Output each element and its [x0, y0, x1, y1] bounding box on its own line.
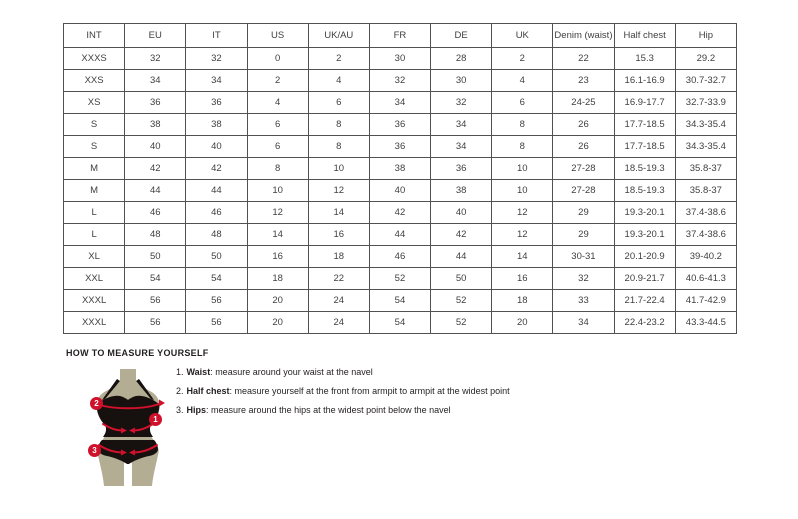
size-cell: 27-28 [553, 158, 614, 180]
size-cell: 24 [308, 312, 369, 334]
size-cell: 6 [492, 92, 553, 114]
size-cell: 54 [369, 312, 430, 334]
size-cell: 16.9-17.7 [614, 92, 675, 114]
size-cell: 26 [553, 136, 614, 158]
size-cell: S [64, 136, 125, 158]
size-cell: 2 [247, 70, 308, 92]
size-cell: 44 [125, 180, 186, 202]
size-cell: 30 [431, 70, 492, 92]
size-cell: 8 [308, 114, 369, 136]
size-row [64, 224, 737, 246]
size-cell: 35.8-37 [675, 180, 736, 202]
size-row [64, 48, 737, 70]
size-cell: 14 [308, 202, 369, 224]
size-cell: 26 [553, 114, 614, 136]
size-cell: 44 [186, 180, 247, 202]
size-row [64, 70, 737, 92]
size-cell: 20.1-20.9 [614, 246, 675, 268]
column-header: Hip [675, 24, 736, 48]
size-cell: 14 [492, 246, 553, 268]
column-header: INT [64, 24, 125, 48]
size-cell: 28 [431, 48, 492, 70]
size-cell: 29 [553, 224, 614, 246]
size-cell: 34 [186, 70, 247, 92]
size-cell: 6 [247, 136, 308, 158]
waist-marker-badge: 1 [149, 413, 162, 426]
size-cell: 42 [431, 224, 492, 246]
size-cell: XXXS [64, 48, 125, 70]
size-cell: 36 [369, 114, 430, 136]
size-cell: 8 [492, 136, 553, 158]
size-cell: 50 [125, 246, 186, 268]
size-cell: 24-25 [553, 92, 614, 114]
size-cell: 18.5-19.3 [614, 180, 675, 202]
size-cell: 48 [186, 224, 247, 246]
size-cell: 38 [369, 158, 430, 180]
column-header: DE [431, 24, 492, 48]
size-cell: 35.8-37 [675, 158, 736, 180]
size-cell: 19.3-20.1 [614, 224, 675, 246]
size-cell: XXL [64, 268, 125, 290]
measure-step-waist [176, 363, 510, 382]
size-cell: 37.4-38.6 [675, 224, 736, 246]
size-cell: 46 [125, 202, 186, 224]
step-label: Hips [186, 405, 207, 415]
size-cell: 32 [553, 268, 614, 290]
step-text: : measure yourself at the front from armpit to armpit at the widest point [229, 386, 510, 396]
size-cell: 8 [247, 158, 308, 180]
step-label: Waist [186, 367, 211, 377]
size-cell: 29.2 [675, 48, 736, 70]
size-row [64, 290, 737, 312]
size-cell: 48 [125, 224, 186, 246]
size-cell: 18 [492, 290, 553, 312]
step-number: 2. [176, 386, 184, 396]
size-cell: 56 [186, 312, 247, 334]
step-text: : measure around the hips at the widest point below the navel [206, 405, 451, 415]
size-cell: 34 [369, 92, 430, 114]
size-cell: XXXL [64, 312, 125, 334]
size-cell: 6 [247, 114, 308, 136]
size-cell: 22 [553, 48, 614, 70]
size-cell: 42 [125, 158, 186, 180]
size-cell: 40.6-41.3 [675, 268, 736, 290]
size-cell: 12 [492, 202, 553, 224]
size-row [64, 202, 737, 224]
column-header: Half chest [614, 24, 675, 48]
size-cell: 54 [125, 268, 186, 290]
size-cell: 22 [308, 268, 369, 290]
size-cell: 30 [369, 48, 430, 70]
size-row [64, 114, 737, 136]
step-text: : measure around your waist at the navel [210, 367, 373, 377]
size-cell: 56 [125, 312, 186, 334]
size-cell: 41.7-42.9 [675, 290, 736, 312]
size-cell: XS [64, 92, 125, 114]
size-cell: 50 [431, 268, 492, 290]
size-cell: 6 [308, 92, 369, 114]
size-row [64, 180, 737, 202]
size-chart-header [64, 24, 737, 48]
size-cell: 2 [308, 48, 369, 70]
size-cell: XXS [64, 70, 125, 92]
column-header: FR [369, 24, 430, 48]
measure-section-title: HOW TO MEASURE YOURSELF [66, 348, 209, 358]
size-row [64, 158, 737, 180]
size-cell: 4 [308, 70, 369, 92]
measure-step-half-chest [176, 382, 510, 401]
size-cell: 16 [492, 268, 553, 290]
size-cell: 2 [492, 48, 553, 70]
column-header: EU [125, 24, 186, 48]
size-cell: 16.1-16.9 [614, 70, 675, 92]
size-cell: XL [64, 246, 125, 268]
size-cell: 10 [492, 180, 553, 202]
size-cell: 50 [186, 246, 247, 268]
size-row [64, 136, 737, 158]
size-cell: 22.4-23.2 [614, 312, 675, 334]
step-number: 3. [176, 405, 184, 415]
size-cell: 20 [492, 312, 553, 334]
size-cell: 20 [247, 290, 308, 312]
size-cell: 52 [369, 268, 430, 290]
size-cell: 46 [186, 202, 247, 224]
size-cell: 18.5-19.3 [614, 158, 675, 180]
size-cell: 34 [431, 114, 492, 136]
size-cell: 4 [492, 70, 553, 92]
step-label: Half chest [186, 386, 230, 396]
size-cell: L [64, 224, 125, 246]
size-cell: 40 [369, 180, 430, 202]
size-cell: 52 [431, 312, 492, 334]
step-number: 1. [176, 367, 184, 377]
size-cell: 8 [492, 114, 553, 136]
size-row [64, 312, 737, 334]
size-cell: 37.4-38.6 [675, 202, 736, 224]
mannequin-illustration [83, 369, 188, 488]
size-cell: 36 [431, 158, 492, 180]
size-cell: 17.7-18.5 [614, 114, 675, 136]
size-cell: 8 [308, 136, 369, 158]
size-cell: 38 [125, 114, 186, 136]
size-cell: 0 [247, 48, 308, 70]
size-cell: 34 [125, 70, 186, 92]
measurement-figure [83, 369, 188, 488]
size-row [64, 92, 737, 114]
size-cell: 44 [369, 224, 430, 246]
size-cell: 20 [247, 312, 308, 334]
size-cell: XXXL [64, 290, 125, 312]
size-cell: 12 [247, 202, 308, 224]
size-cell: 29 [553, 202, 614, 224]
size-cell: 46 [369, 246, 430, 268]
size-cell: 16 [308, 224, 369, 246]
half-chest-marker-badge: 2 [90, 397, 103, 410]
size-cell: M [64, 158, 125, 180]
size-cell: 54 [186, 268, 247, 290]
size-cell: 36 [369, 136, 430, 158]
size-cell: 40 [431, 202, 492, 224]
column-header: UK/AU [308, 24, 369, 48]
size-chart-table [63, 23, 737, 334]
size-cell: 32 [186, 48, 247, 70]
size-cell: 19.3-20.1 [614, 202, 675, 224]
size-cell: 42 [186, 158, 247, 180]
measure-steps [176, 363, 510, 420]
hips-marker-badge: 3 [88, 444, 101, 457]
size-cell: 54 [369, 290, 430, 312]
size-cell: 34.3-35.4 [675, 114, 736, 136]
size-cell: 20.9-21.7 [614, 268, 675, 290]
size-cell: 34.3-35.4 [675, 136, 736, 158]
size-cell: 10 [308, 158, 369, 180]
size-cell: 38 [431, 180, 492, 202]
size-cell: 39-40.2 [675, 246, 736, 268]
size-cell: 18 [247, 268, 308, 290]
size-cell: L [64, 202, 125, 224]
size-cell: 34 [431, 136, 492, 158]
size-cell: 38 [186, 114, 247, 136]
measure-step-hips [176, 401, 510, 420]
size-cell: 32.7-33.9 [675, 92, 736, 114]
size-cell: 12 [308, 180, 369, 202]
column-header: US [247, 24, 308, 48]
size-cell: 17.7-18.5 [614, 136, 675, 158]
size-cell: S [64, 114, 125, 136]
size-cell: 23 [553, 70, 614, 92]
size-cell: 32 [125, 48, 186, 70]
size-cell: 24 [308, 290, 369, 312]
size-cell: 18 [308, 246, 369, 268]
size-cell: 10 [247, 180, 308, 202]
size-cell: 56 [186, 290, 247, 312]
size-cell: 30-31 [553, 246, 614, 268]
size-cell: 40 [186, 136, 247, 158]
size-cell: 16 [247, 246, 308, 268]
size-cell: M [64, 180, 125, 202]
size-cell: 30.7-32.7 [675, 70, 736, 92]
size-cell: 15.3 [614, 48, 675, 70]
size-cell: 36 [125, 92, 186, 114]
column-header: UK [492, 24, 553, 48]
size-cell: 14 [247, 224, 308, 246]
column-header: IT [186, 24, 247, 48]
size-cell: 32 [369, 70, 430, 92]
size-cell: 21.7-22.4 [614, 290, 675, 312]
size-cell: 56 [125, 290, 186, 312]
column-header: Denim (waist) [553, 24, 614, 48]
size-cell: 36 [186, 92, 247, 114]
size-cell: 32 [431, 92, 492, 114]
size-header-row [64, 24, 737, 48]
size-row [64, 268, 737, 290]
size-cell: 12 [492, 224, 553, 246]
size-row [64, 246, 737, 268]
size-chart-body [64, 48, 737, 334]
size-cell: 27-28 [553, 180, 614, 202]
size-cell: 4 [247, 92, 308, 114]
size-cell: 33 [553, 290, 614, 312]
size-cell: 34 [553, 312, 614, 334]
size-cell: 44 [431, 246, 492, 268]
size-cell: 52 [431, 290, 492, 312]
size-cell: 40 [125, 136, 186, 158]
size-cell: 42 [369, 202, 430, 224]
size-cell: 10 [492, 158, 553, 180]
size-cell: 43.3-44.5 [675, 312, 736, 334]
